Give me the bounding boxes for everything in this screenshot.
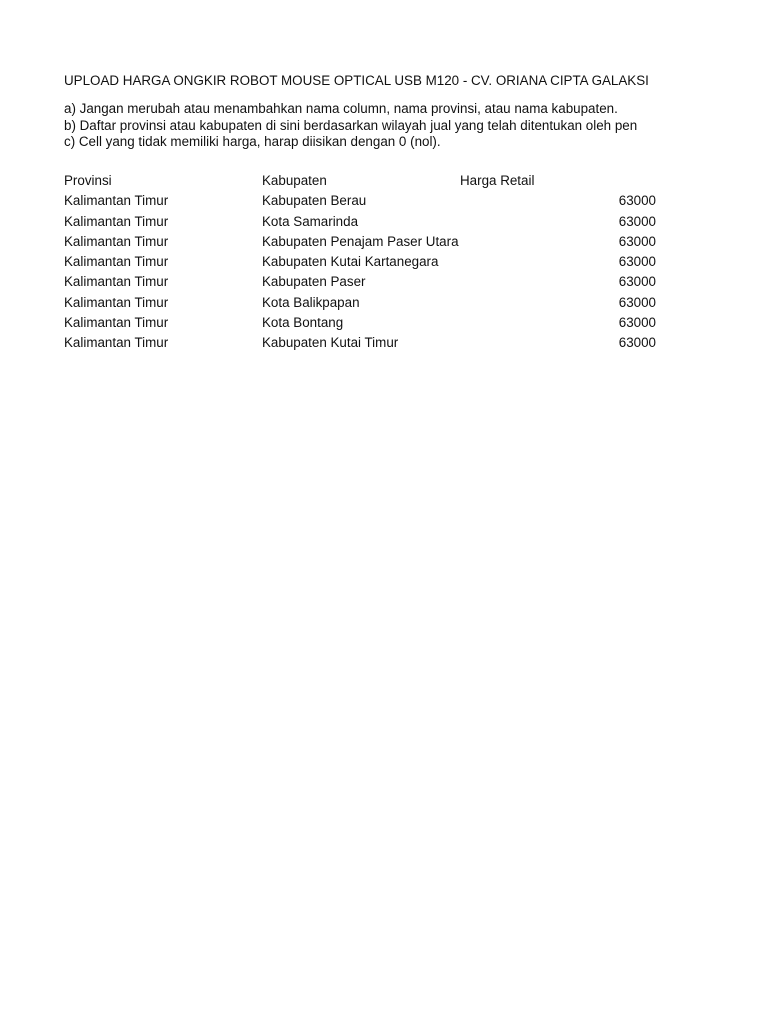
document-title: UPLOAD HARGA ONGKIR ROBOT MOUSE OPTICAL USB M120 - CV. ORIANA CIPTA GALAKSI	[64, 73, 649, 88]
cell-kabupaten[interactable]: Kabupaten Kutai Timur	[262, 335, 399, 351]
header-provinsi: Provinsi	[64, 173, 112, 188]
table-row	[64, 335, 658, 355]
table-row	[64, 274, 658, 294]
instruction-b: b) Daftar provinsi atau kabupaten di sini berdasarkan wilayah jual yang telah ditentukan oleh pen	[64, 118, 638, 133]
header-harga-retail: Harga Retail	[460, 173, 535, 188]
cell-harga[interactable]: 63000	[618, 213, 656, 229]
cell-harga[interactable]: 63000	[618, 294, 656, 310]
table-row	[64, 214, 658, 234]
cell-harga[interactable]: 63000	[618, 233, 656, 249]
table-row	[64, 295, 658, 315]
table-header-row	[64, 173, 658, 193]
cell-kabupaten[interactable]: Kabupaten Kutai Kartanegara	[262, 254, 439, 270]
table-row	[64, 234, 658, 254]
cell-provinsi[interactable]: Kalimantan Timur	[64, 335, 169, 351]
cell-kabupaten[interactable]: Kota Samarinda	[262, 213, 359, 229]
cell-kabupaten[interactable]: Kabupaten Paser	[262, 274, 366, 290]
cell-provinsi[interactable]: Kalimantan Timur	[64, 254, 169, 270]
cell-harga[interactable]: 63000	[618, 254, 656, 270]
cell-harga[interactable]: 63000	[618, 274, 656, 290]
cell-kabupaten[interactable]: Kota Balikpapan	[262, 294, 360, 310]
table-row	[64, 254, 658, 274]
cell-provinsi[interactable]: Kalimantan Timur	[64, 274, 169, 290]
table-row	[64, 193, 658, 213]
instruction-a: a) Jangan merubah atau menambahkan nama column, nama provinsi, atau nama kabupaten.	[64, 101, 618, 116]
table-row	[64, 315, 658, 335]
cell-provinsi[interactable]: Kalimantan Timur	[64, 294, 169, 310]
instruction-c: c) Cell yang tidak memiliki harga, harap diisikan dengan 0 (nol).	[64, 134, 441, 149]
cell-harga[interactable]: 63000	[618, 335, 656, 351]
price-table	[64, 173, 658, 356]
cell-harga[interactable]: 63000	[618, 193, 656, 209]
cell-harga[interactable]: 63000	[618, 315, 656, 331]
cell-kabupaten[interactable]: Kabupaten Berau	[262, 193, 367, 209]
cell-provinsi[interactable]: Kalimantan Timur	[64, 315, 169, 331]
cell-provinsi[interactable]: Kalimantan Timur	[64, 213, 169, 229]
cell-kabupaten[interactable]: Kota Bontang	[262, 315, 344, 331]
cell-provinsi[interactable]: Kalimantan Timur	[64, 193, 169, 209]
cell-kabupaten[interactable]: Kabupaten Penajam Paser Utara	[262, 233, 459, 249]
header-kabupaten: Kabupaten	[262, 173, 327, 188]
cell-provinsi[interactable]: Kalimantan Timur	[64, 233, 169, 249]
